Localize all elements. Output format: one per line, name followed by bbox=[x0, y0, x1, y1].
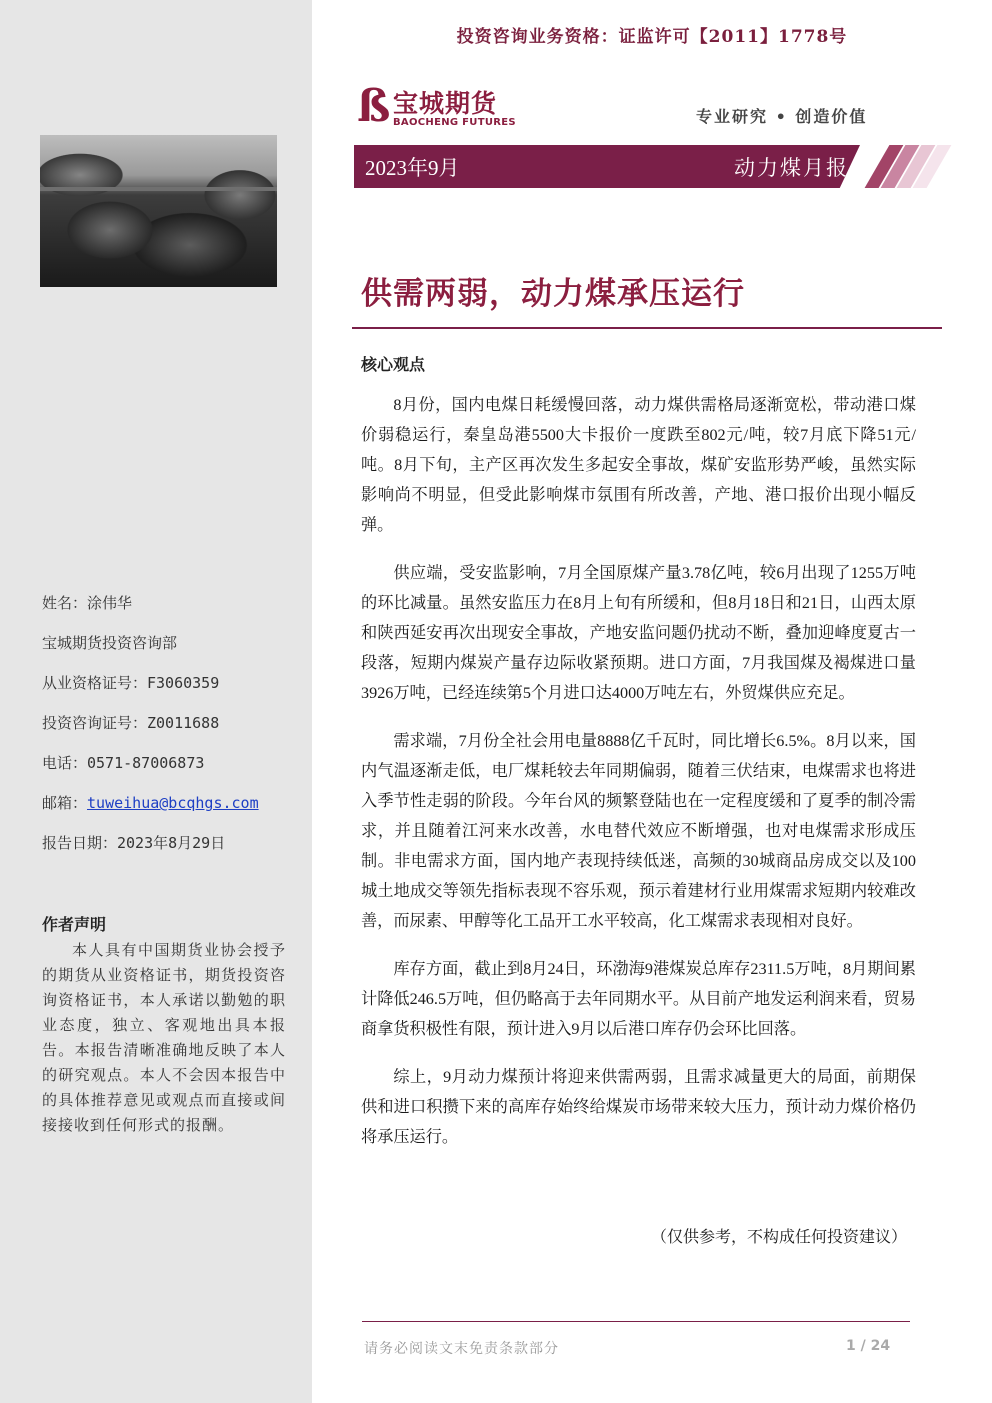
report-date: 报告日期：2023年8月29日 bbox=[42, 834, 226, 852]
article-body bbox=[361, 390, 916, 1170]
footer-disclaimer: 请务必阅读文末免责条款部分 bbox=[364, 1341, 559, 1357]
author-email-row bbox=[42, 792, 292, 832]
cover-photo-coal bbox=[40, 135, 277, 287]
sidebar bbox=[0, 0, 312, 1403]
author-info bbox=[42, 592, 292, 872]
author-consulting-cert: 投资咨询证号：Z0011688 bbox=[42, 714, 220, 732]
headline-divider bbox=[352, 327, 942, 329]
license-line: 投资咨询业务资格：证监许可【2011】1778号 bbox=[456, 27, 848, 47]
author-name: 姓名：涂伟华 bbox=[42, 594, 133, 612]
paragraph: 需求端，7月份全社会用电量8888亿千瓦时，同比增长6.5%。8月以来，国内气温逐渐走低，电厂煤耗较去年同期偏弱，随着三伏结束，电煤需求也将进入季节性走弱的阶段。今年台风的频繁登陆也在一定程度缓和了夏季的制冷需求，并且随着江河来水改善，水电替代效应不断增强，也对电煤需求形成压制。非电需求方面，国内地产表现持续低迷，高频的30城商品房成交以及100城土地成交等领先指标表现不容乐观，预示着建材行业用煤需求短期内较难改善，而尿素、甲醇等化工品开工水平较高，化工煤需求表现相对良好。 bbox=[361, 732, 916, 930]
footer-divider bbox=[362, 1321, 910, 1322]
author-department: 宝城期货投资咨询部 bbox=[42, 634, 178, 652]
paragraph: 供应端，受安监影响，7月全国原煤产量3.78亿吨，较6月出现了1255万吨的环比减量。虽然安监压力在8月上旬有所缓和，但8月18日和21日，山西太原和陕西延安再次出现安全事故，产地安监问题仍扰动不断，叠加迎峰度夏古一段落，短期内煤炭产量存边际收紧预期。进口方面，7月我国煤及褐煤进口量3926万吨，已经连续第5个月进口达4000万吨左右，外贸煤供应充足。 bbox=[361, 564, 916, 702]
horizon-line bbox=[40, 187, 277, 191]
logo-text-en: BAOCHENG FUTURES bbox=[393, 117, 516, 128]
banner-date: 2023年9月 bbox=[365, 156, 460, 180]
email-link[interactable]: tuweihua@bcqhgs.com bbox=[87, 794, 259, 812]
email-label: 邮箱： bbox=[42, 794, 88, 812]
report-headline: 供需两弱，动力煤承压运行 bbox=[361, 276, 745, 312]
paragraph: 库存方面，截止到8月24日，环渤海9港煤炭总库存2311.5万吨，8月期间累计降低246.5万吨，但仍略高于去年同期水平。从目前产地发运利润来看，贸易商拿货积极性有限，预计进入9月以后港口库存仍会环比回落。 bbox=[361, 960, 916, 1038]
declaration-title: 作者声明 bbox=[42, 915, 107, 934]
section-title: 核心观点 bbox=[361, 355, 426, 374]
reference-note: （仅供参考，不构成任何投资建议） bbox=[650, 1229, 907, 1246]
paragraph: 综上，9月动力煤预计将迎来供需两弱，且需求减量更大的局面，前期保供和进口积攒下来的高库存始终给煤炭市场带来较大压力，预计动力煤价格仍将承压运行。 bbox=[361, 1068, 916, 1146]
logo-text-cn: 宝城期货 bbox=[393, 89, 498, 118]
company-logo bbox=[357, 81, 527, 132]
paragraph: 8月份，国内电煤日耗缓慢回落，动力煤供需格局逐渐宽松，带动港口煤价弱稳运行，秦皇岛港5500大卡报价一度跌至802元/吨，较7月底下降51元/吨。8月下旬，主产区再次发生多起安全事故，煤矿安监形势严峻，虽然实际影响尚不明显，但受此影响煤市氛围有所改善，产地、港口报价出现小幅反弹。 bbox=[361, 396, 916, 534]
slogan: 专业研究 • 创造价值 bbox=[696, 107, 868, 126]
page-number: 1 / 24 bbox=[846, 1338, 891, 1354]
author-phone: 电话：0571-87006873 bbox=[42, 754, 205, 772]
banner-report-type: 动力煤月报 bbox=[734, 156, 849, 180]
declaration-body: 本人具有中国期货业协会授予的期货从业资格证书，期货投资咨询资格证书，本人承诺以勤勉的职业态度，独立、客观地出具本报告。本报告清晰准确地反映了本人的研究观点。本人不会因本报告中的具体推荐意见或观点而直接或间接接收到任何形式的报酬。 bbox=[42, 941, 286, 1134]
author-qualification: 从业资格证号：F3060359 bbox=[42, 674, 220, 692]
logo-mark-icon: ß bbox=[357, 81, 391, 132]
